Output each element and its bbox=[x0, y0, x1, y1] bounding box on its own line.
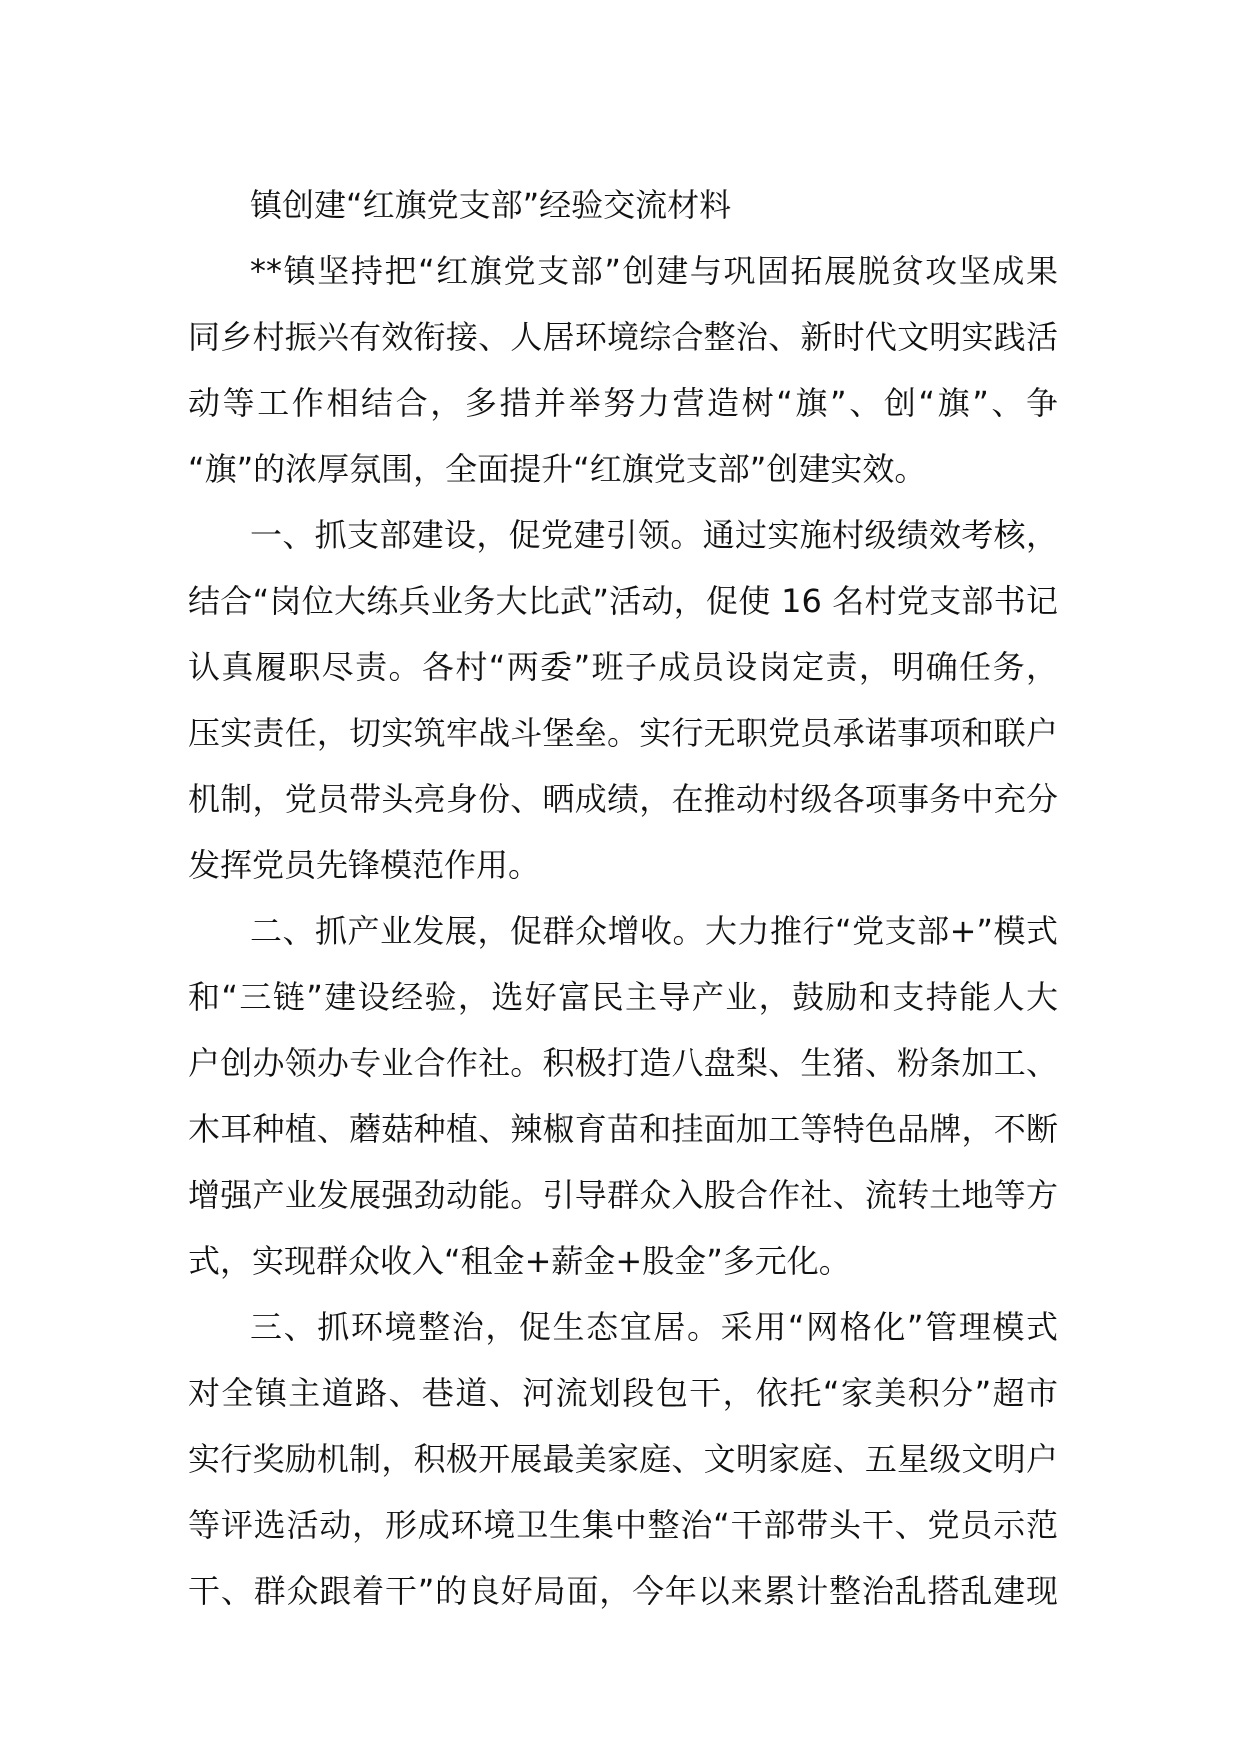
paragraph-line: 结合“岗位大练兵业务大比武”活动，促使 16 名村党支部书记 bbox=[188, 582, 1058, 620]
paragraph-line: 木耳种植、蘑菇种植、辣椒育苗和挂面加工等特色品牌，不断 bbox=[188, 1110, 1058, 1148]
paragraph-line: 认真履职尽责。各村“两委”班子成员设岗定责，明确任务， bbox=[188, 648, 1058, 686]
paragraph-environment-remediation bbox=[188, 1294, 1058, 1624]
paragraph-branch-building bbox=[188, 502, 1058, 898]
paragraph-line: 和“三链”建设经验，选好富民主导产业，鼓励和支持能人大 bbox=[188, 978, 1058, 1016]
document-body bbox=[188, 172, 1058, 1624]
paragraph-line: 同乡村振兴有效衔接、人居环境综合整治、新时代文明实践活 bbox=[188, 318, 1058, 356]
paragraph-line: 三、抓环境整治，促生态宜居。采用“网格化”管理模式 bbox=[250, 1308, 1058, 1346]
paragraph-line: 增强产业发展强劲动能。引导群众入股合作社、流转土地等方 bbox=[188, 1176, 1058, 1214]
paragraph-line: “旗”的浓厚氛围，全面提升“红旗党支部”创建实效。 bbox=[188, 450, 927, 488]
paragraph-line: 发挥党员先锋模范作用。 bbox=[188, 846, 541, 884]
paragraph-line: 干、群众跟着干”的良好局面，今年以来累计整治乱搭乱建现 bbox=[188, 1572, 1058, 1610]
paragraph-line: 户创办领办专业合作社。积极打造八盘梨、生猪、粉条加工、 bbox=[188, 1044, 1058, 1082]
paragraph-line: 压实责任，切实筑牢战斗堡垒。实行无职党员承诺事项和联户 bbox=[188, 714, 1058, 752]
paragraph-industry-development bbox=[188, 898, 1058, 1294]
paragraph-intro bbox=[188, 238, 1058, 502]
paragraph-line: **镇坚持把“红旗党支部”创建与巩固拓展脱贫攻坚成果 bbox=[250, 252, 1058, 290]
paragraph-line: 动等工作相结合，多措并举努力营造树“旗”、创“旗”、争 bbox=[188, 384, 1058, 422]
paragraph-line: 机制，党员带头亮身份、晒成绩，在推动村级各项事务中充分 bbox=[188, 780, 1058, 818]
paragraph-line: 一、抓支部建设，促党建引领。通过实施村级绩效考核， bbox=[250, 516, 1058, 554]
paragraph-line: 二、抓产业发展，促群众增收。大力推行“党支部+”模式 bbox=[250, 912, 1058, 950]
document-title: 镇创建“红旗党支部”经验交流材料 bbox=[250, 186, 732, 224]
paragraph-line: 实行奖励机制，积极开展最美家庭、文明家庭、五星级文明户 bbox=[188, 1440, 1058, 1478]
paragraph-line: 式，实现群众收入“租金+薪金+股金”多元化。 bbox=[188, 1242, 851, 1280]
paragraph-line: 对全镇主道路、巷道、河流划段包干，依托“家美积分”超市 bbox=[188, 1374, 1058, 1412]
paragraph-line: 等评选活动，形成环境卫生集中整治“干部带头干、党员示范 bbox=[188, 1506, 1058, 1544]
